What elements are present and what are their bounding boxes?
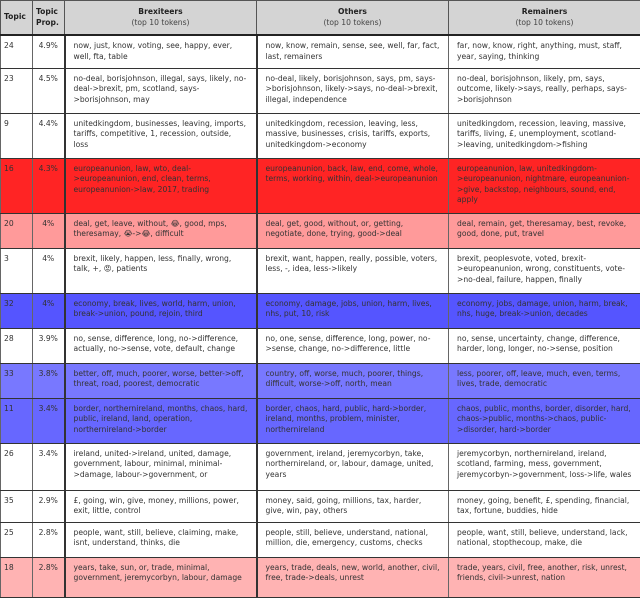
topic-prop-cell: 3.8%: [33, 363, 65, 398]
remainers-tokens: economy, jobs, damage, union, harm, break, nhs, huge, break->union, decades: [449, 293, 640, 328]
header-remainers: [449, 1, 640, 36]
brexiteers-tokens: now, just, know, voting, see, happy, ever, well, fta, table: [65, 35, 257, 68]
brexiteers-tokens: europeanunion, law, wto, deal->europeanunion, end, clean, terms, europeanunion->law, 2017, trading: [65, 158, 257, 213]
remainers-tokens: no, sense, uncertainty, change, difference, harder, long, longer, no->sense, position: [449, 328, 640, 363]
brexiteers-tokens: border, northernireland, months, chaos, hard, public, ireland, land, operation, northernireland->border: [65, 398, 257, 443]
topic-cell: 11: [1, 398, 33, 443]
table-row: [1, 443, 640, 490]
header-others: [257, 1, 449, 36]
topic-prop-cell: 2.8%: [33, 522, 65, 557]
others-tokens: no, one, sense, difference, long, power, no->sense, change, no->difference, little: [257, 328, 449, 363]
remainers-tokens: no-deal, borisjohnson, likely, pm, says, outcome, likely->says, really, perhaps, says->borisjohnson: [449, 68, 640, 113]
table-row: [1, 363, 640, 398]
topic-cell: 23: [1, 68, 33, 113]
header-topic: Topic: [1, 1, 33, 36]
topic-cell: 3: [1, 248, 33, 293]
brexiteers-tokens: years, take, sun, or, trade, minimal, government, jeremycorbyn, labour, damage: [65, 557, 257, 597]
topic-cell: 25: [1, 522, 33, 557]
topic-prop-cell: 4%: [33, 213, 65, 248]
table-row: [1, 213, 640, 248]
topic-cell: 16: [1, 158, 33, 213]
table-row: [1, 158, 640, 213]
table-row: [1, 522, 640, 557]
remainers-tokens: money, going, benefit, £, spending, financial, tax, fortune, buddies, hide: [449, 490, 640, 522]
brexiteers-tokens: brexit, likely, happen, less, finally, wrong, talk, +, 😡, patients: [65, 248, 257, 293]
topic-prop-cell: 3.4%: [33, 443, 65, 490]
brexiteers-tokens: no-deal, borisjohnson, illegal, says, likely, no-deal->brexit, pm, scotland, says->borisjohnson, may: [65, 68, 257, 113]
others-tokens: country, off, worse, much, poorer, things, difficult, worse->off, north, mean: [257, 363, 449, 398]
topic-prop-cell: 4%: [33, 248, 65, 293]
topic-prop-cell: 4.4%: [33, 113, 65, 158]
brexiteers-tokens: better, off, much, poorer, worse, better->off, threat, road, poorest, democratic: [65, 363, 257, 398]
remainers-tokens: less, poorer, off, leave, much, even, terms, lives, trade, democratic: [449, 363, 640, 398]
others-tokens: now, know, remain, sense, see, well, far, fact, last, remainers: [257, 35, 449, 68]
table-row: [1, 557, 640, 597]
header-remainers-label: Remainers: [522, 7, 567, 16]
table-row: [1, 490, 640, 522]
topic-cell: 20: [1, 213, 33, 248]
remainers-tokens: brexit, peoplesvote, voted, brexit->europeanunion, wrong, constituents, vote->no-deal, failure, happen, finally: [449, 248, 640, 293]
topic-cell: 9: [1, 113, 33, 158]
table-row: [1, 248, 640, 293]
topic-cell: 33: [1, 363, 33, 398]
header-brexiteers: [65, 1, 257, 36]
topic-cell: 26: [1, 443, 33, 490]
table-row: [1, 293, 640, 328]
remainers-tokens: unitedkingdom, recession, leaving, massive, tariffs, living, £, unemployment, scotland->leaving, unitedkingdom->fishing: [449, 113, 640, 158]
topic-prop-cell: 2.8%: [33, 557, 65, 597]
topic-prop-cell: 4.3%: [33, 158, 65, 213]
others-tokens: government, ireland, jeremycorbyn, take, northernireland, or, labour, damage, united, years: [257, 443, 449, 490]
header-row: [1, 1, 640, 36]
table-body: [1, 35, 640, 597]
topic-prop-cell: 4.9%: [33, 35, 65, 68]
topic-prop-cell: 3.9%: [33, 328, 65, 363]
remainers-tokens: people, want, still, believe, understand, lack, national, stopthecoup, make, die: [449, 522, 640, 557]
table-row: [1, 328, 640, 363]
others-tokens: unitedkingdom, recession, leaving, less, massive, businesses, crisis, tariffs, exports, unitedkingdom->economy: [257, 113, 449, 158]
others-tokens: economy, damage, jobs, union, harm, lives, nhs, put, 10, risk: [257, 293, 449, 328]
brexiteers-tokens: deal, get, leave, without, 😂, good, mps, theresamay, 😭->😂, difficult: [65, 213, 257, 248]
brexiteers-tokens: economy, break, lives, world, harm, union, break->union, pound, rejoin, third: [65, 293, 257, 328]
topic-prop-cell: 4%: [33, 293, 65, 328]
topic-cell: 32: [1, 293, 33, 328]
remainers-tokens: trade, years, civil, free, another, risk, unrest, friends, civil->unrest, nation: [449, 557, 640, 597]
topic-prop-cell: 2.9%: [33, 490, 65, 522]
header-brexiteers-label: Brexiteers: [138, 7, 182, 16]
brexiteers-tokens: £, going, win, give, money, millions, power, exit, little, control: [65, 490, 257, 522]
topic-cell: 28: [1, 328, 33, 363]
table-row: [1, 68, 640, 113]
brexiteers-tokens: people, want, still, believe, claiming, make, isnt, understand, thinks, die: [65, 522, 257, 557]
topic-prop-cell: 4.5%: [33, 68, 65, 113]
others-tokens: people, still, believe, understand, national, million, die, emergency, customs, checks: [257, 522, 449, 557]
table-row: [1, 398, 640, 443]
others-tokens: money, said, going, millions, tax, harder, give, win, pay, others: [257, 490, 449, 522]
topic-cell: 24: [1, 35, 33, 68]
brexiteers-tokens: unitedkingdom, businesses, leaving, imports, tariffs, competitive, 1, recession, outside, loss: [65, 113, 257, 158]
header-others-sub: (top 10 tokens): [260, 18, 445, 29]
table-row: [1, 35, 640, 68]
others-tokens: border, chaos, hard, public, hard->border, ireland, months, problem, minister, northernireland: [257, 398, 449, 443]
header-others-label: Others: [338, 7, 367, 16]
header-brexiteers-sub: (top 10 tokens): [68, 18, 253, 29]
remainers-tokens: far, now, know, right, anything, must, staff, year, saying, thinking: [449, 35, 640, 68]
table-row: [1, 113, 640, 158]
others-tokens: brexit, want, happen, really, possible, voters, less, -, idea, less->likely: [257, 248, 449, 293]
others-tokens: no-deal, likely, borisjohnson, says, pm, says->borisjohnson, likely->says, no-deal->brexit, illegal, independence: [257, 68, 449, 113]
header-topic-prop: Topic Prop.: [33, 1, 65, 36]
remainers-tokens: chaos, public, months, border, disorder, hard, chaos->public, months->chaos, public->disorder, hard->border: [449, 398, 640, 443]
topic-cell: 18: [1, 557, 33, 597]
brexiteers-tokens: no, sense, difference, long, no->difference, actually, no->sense, vote, default, change: [65, 328, 257, 363]
others-tokens: years, trade, deals, new, world, another, civil, free, trade->deals, unrest: [257, 557, 449, 597]
brexiteers-tokens: ireland, united->ireland, united, damage, government, labour, minimal, minimal->damage, labour->government, or: [65, 443, 257, 490]
remainers-tokens: deal, remain, get, theresamay, best, revoke, good, done, put, travel: [449, 213, 640, 248]
others-tokens: europeanunion, back, law, end, come, whole, terms, working, within, deal->europeanunion: [257, 158, 449, 213]
topic-prop-cell: 3.4%: [33, 398, 65, 443]
others-tokens: deal, get, good, without, or, getting, negotiate, done, trying, good->deal: [257, 213, 449, 248]
remainers-tokens: jeremycorbyn, northernireland, ireland, scotland, farming, mess, government, jeremycorbyn->government, loss->life, wales: [449, 443, 640, 490]
header-remainers-sub: (top 10 tokens): [452, 18, 637, 29]
topic-cell: 35: [1, 490, 33, 522]
remainers-tokens: europeanunion, law, unitedkingdom->europeanunion, nightmare, europeanunion->give, backstop, neighbours, sound, end, apply: [449, 158, 640, 213]
